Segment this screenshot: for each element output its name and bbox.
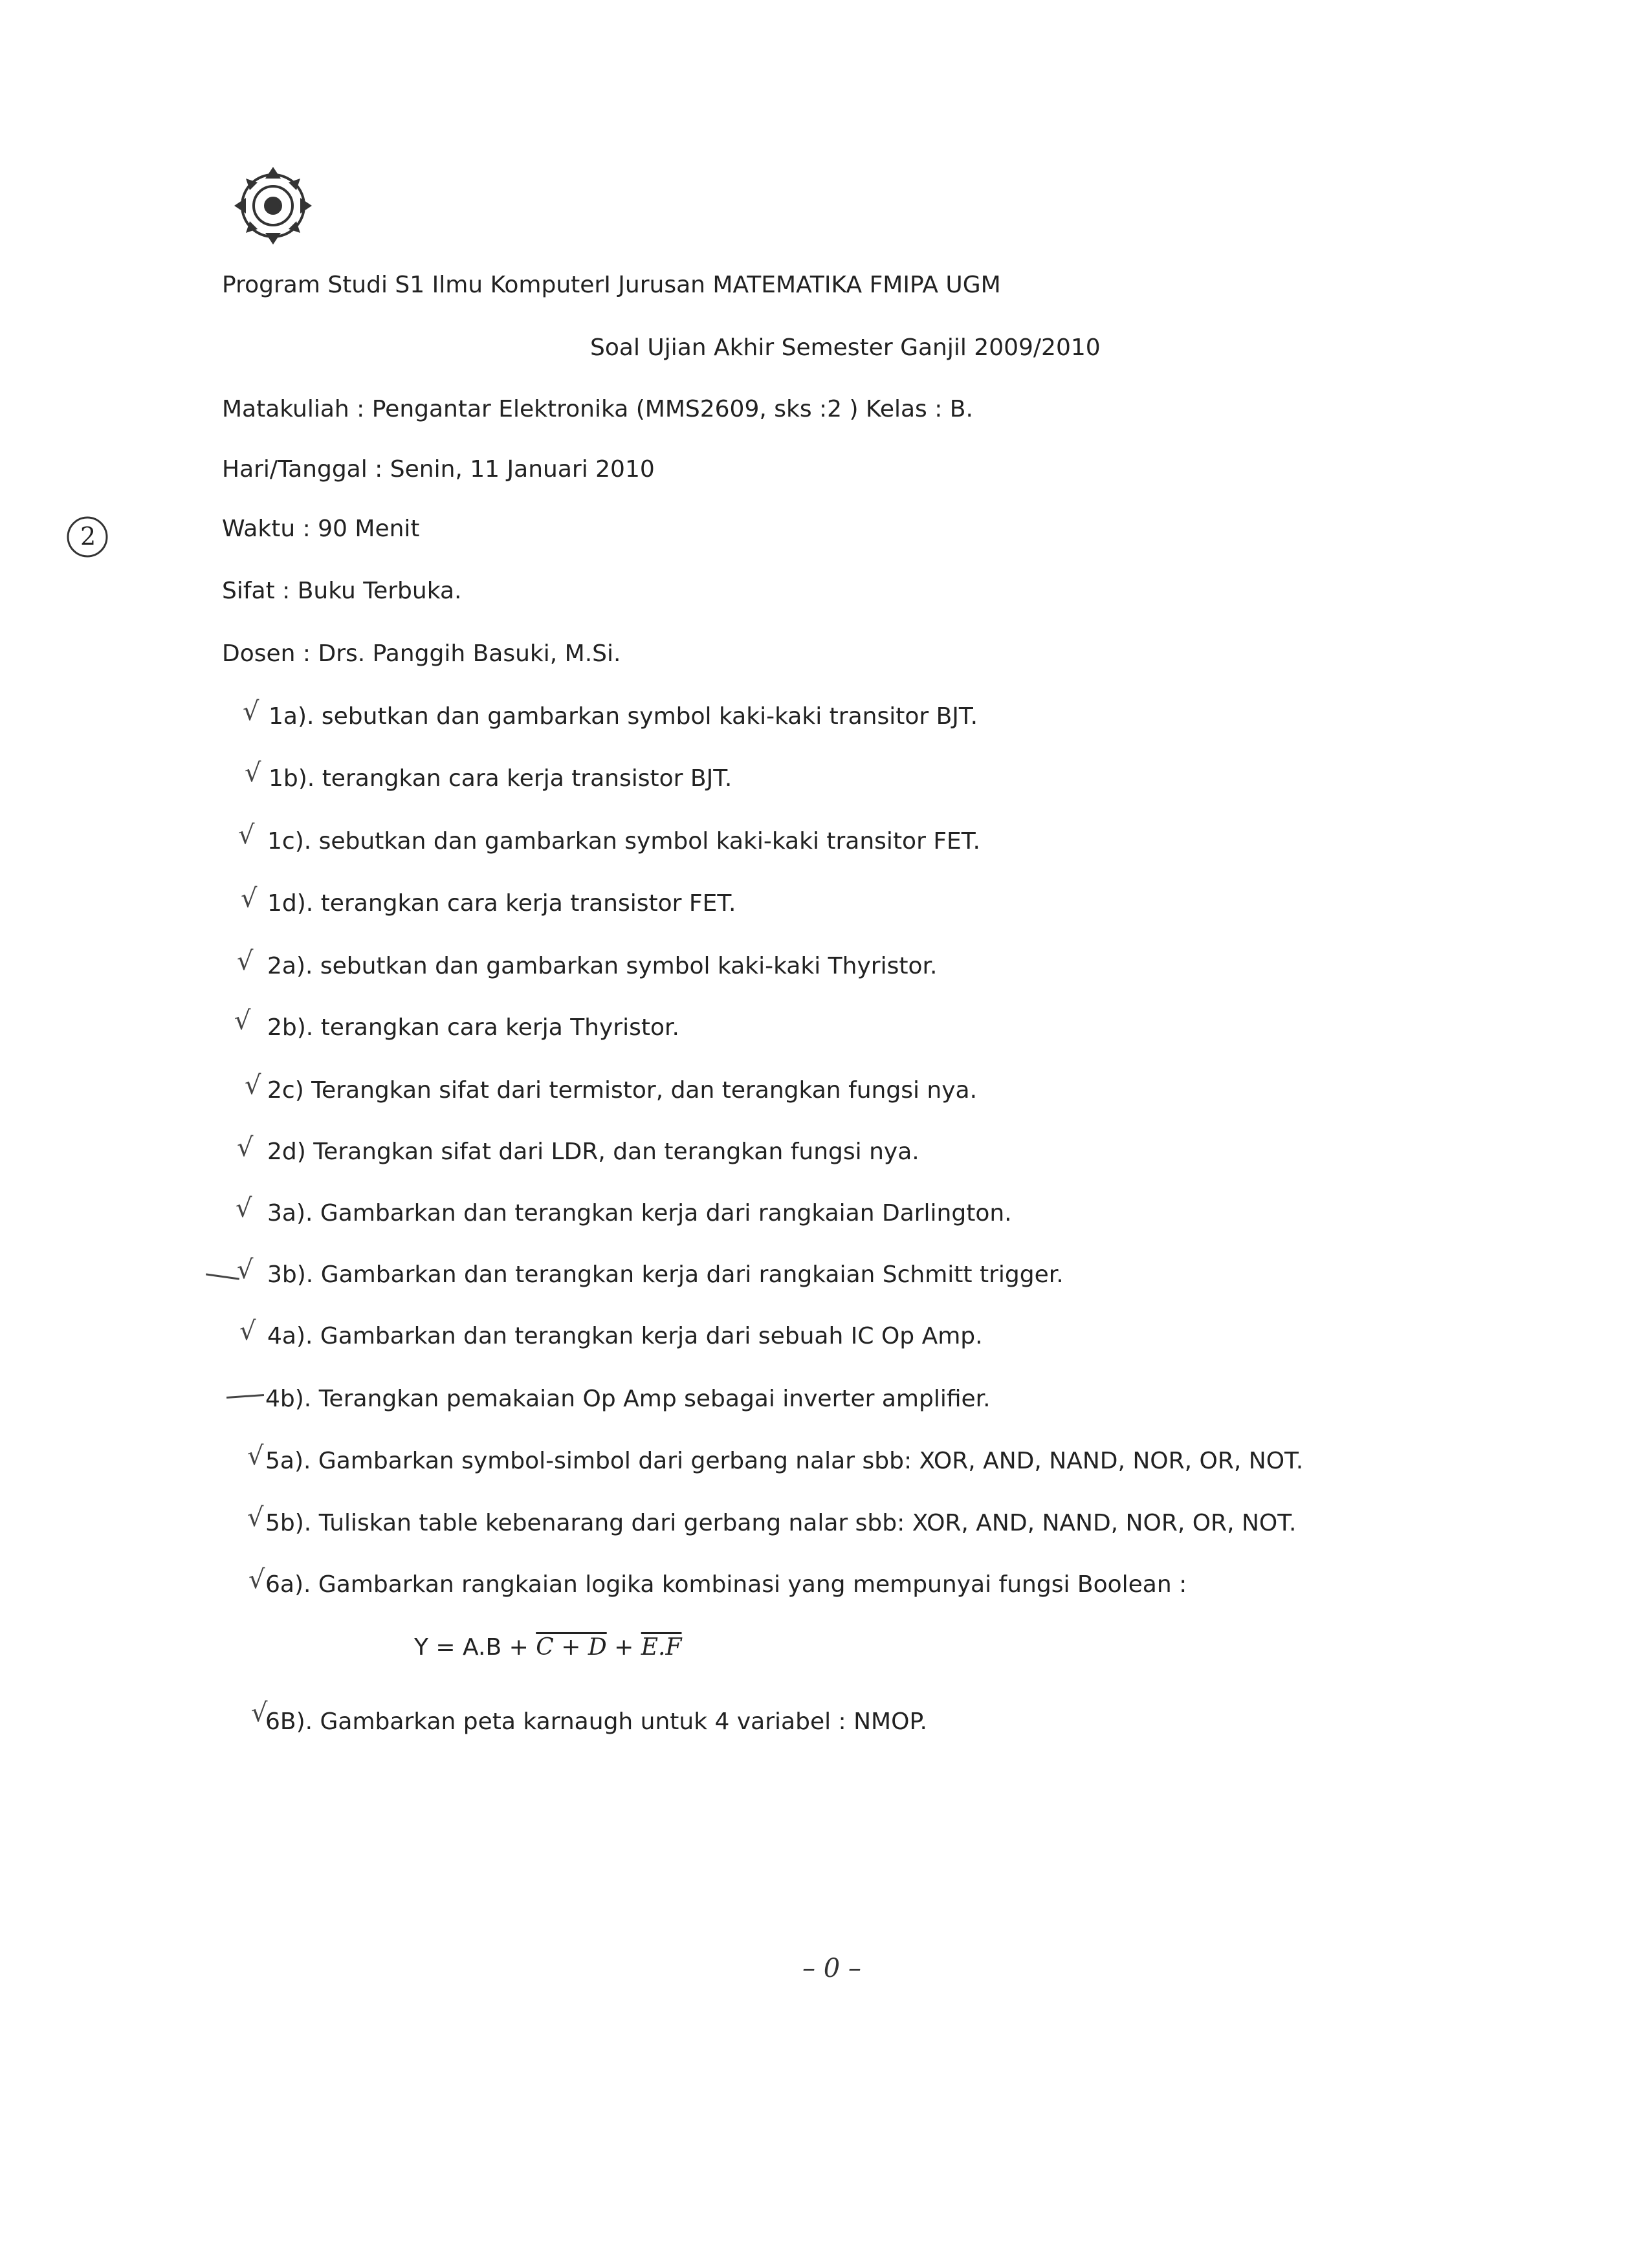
exam-title: Soal Ujian Akhir Semester Ganjil 2009/2010 xyxy=(590,334,1101,361)
check-mark: √ xyxy=(234,1006,251,1036)
ugm-seal-logo xyxy=(208,160,338,251)
check-mark: √ xyxy=(237,1133,254,1162)
lecturer-info: Dosen : Drs. Panggih Basuki, M.Si. xyxy=(222,640,621,667)
check-mark: √ xyxy=(237,946,254,976)
question-6a: 6a). Gambarkan rangkaian logika kombinasi yang mempunyai fungsi Boolean : xyxy=(265,1571,1187,1598)
check-mark: √ xyxy=(247,1441,264,1471)
question-3b: 3b). Gambarkan dan terangkan kerja dari rangkaian Schmitt trigger. xyxy=(267,1261,1064,1288)
check-mark: √ xyxy=(241,884,258,913)
check-mark: √ xyxy=(238,820,255,850)
check-mark: √ xyxy=(251,1698,268,1728)
question-2d: 2d) Terangkan sifat dari LDR, dan terangkan fungsi nya. xyxy=(267,1139,919,1165)
question-6b: 6B). Gambarkan peta karnaugh untuk 4 variabel : NMOP. xyxy=(265,1708,927,1735)
check-mark: √ xyxy=(245,1071,261,1100)
formula-term-2: E.F xyxy=(641,1634,682,1661)
question-1d: 1d). terangkan cara kerja transistor FET. xyxy=(267,890,736,917)
question-4a: 4a). Gambarkan dan terangkan kerja dari sebuah IC Op Amp. xyxy=(267,1323,983,1349)
dash-mark xyxy=(226,1394,264,1399)
check-mark: √ xyxy=(248,1565,265,1595)
question-2c: 2c) Terangkan sifat dari termistor, dan terangkan fungsi nya. xyxy=(267,1077,978,1104)
question-5b: 5b). Tuliskan table kebenarang dari gerbang nalar sbb: XOR, AND, NAND, NOR, OR, NOT. xyxy=(265,1510,1297,1536)
program-line: Program Studi S1 Ilmu KomputerI Jurusan MATEMATIKA FMIPA UGM xyxy=(222,272,1001,298)
boolean-formula xyxy=(414,1634,681,1661)
circled-number-annotation xyxy=(65,514,110,560)
formula-term-1: C + D xyxy=(536,1634,607,1661)
question-4b: 4b). Terangkan pemakaian Op Amp sebagai inverter amplifier. xyxy=(265,1386,991,1412)
check-mark: √ xyxy=(239,1316,256,1346)
check-mark: √ xyxy=(236,1194,252,1223)
question-3a: 3a). Gambarkan dan terangkan kerja dari rangkaian Darlington. xyxy=(267,1200,1012,1227)
question-1a: 1a). sebutkan dan gambarkan symbol kaki-kaki transitor BJT. xyxy=(269,703,978,730)
question-2a: 2a). sebutkan dan gambarkan symbol kaki-kaki Thyristor. xyxy=(267,953,938,979)
course-info: Matakuliah : Pengantar Elektronika (MMS2609, sks :2 ) Kelas : B. xyxy=(222,396,973,422)
duration-info: Waktu : 90 Menit xyxy=(222,516,420,542)
formula-plus: + xyxy=(606,1634,641,1661)
page-footer-mark: – 0 – xyxy=(802,1954,861,1983)
circled-number-text: 2 xyxy=(80,522,96,551)
question-1b: 1b). terangkan cara kerja transistor BJT. xyxy=(269,765,732,792)
question-5a: 5a). Gambarkan symbol-simbol dari gerbang nalar sbb: XOR, AND, NAND, NOR, OR, NOT. xyxy=(265,1448,1304,1474)
check-mark: √ xyxy=(243,697,259,726)
dash-mark xyxy=(206,1273,239,1280)
question-2b: 2b). terangkan cara kerja Thyristor. xyxy=(267,1014,679,1041)
check-mark: √ xyxy=(245,758,261,788)
formula-lhs: Y = A.B + xyxy=(414,1634,536,1661)
check-mark: √ xyxy=(247,1503,264,1532)
question-1c: 1c). sebutkan dan gambarkan symbol kaki-kaki transitor FET. xyxy=(267,828,980,855)
check-mark: √ xyxy=(237,1255,254,1285)
nature-info: Sifat : Buku Terbuka. xyxy=(222,578,462,604)
date-info: Hari/Tanggal : Senin, 11 Januari 2010 xyxy=(222,456,655,483)
